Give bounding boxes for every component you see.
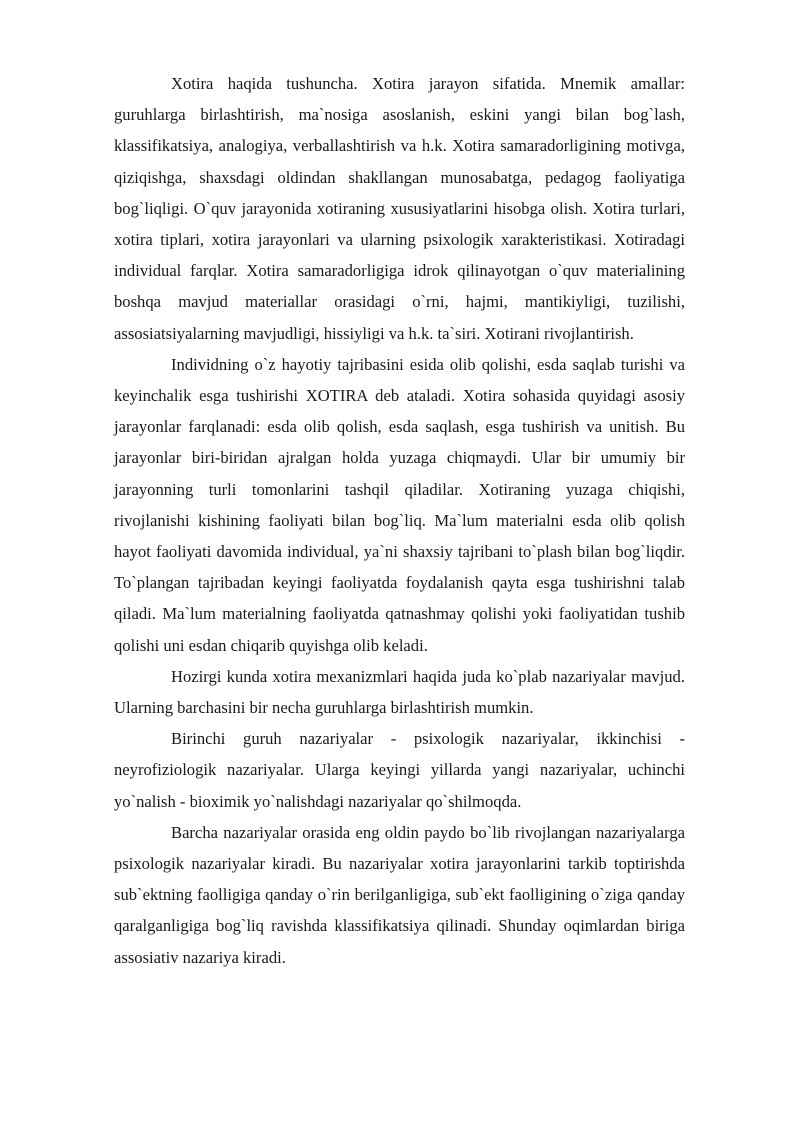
paragraph-memory-overview: Xotira haqida tushuncha. Xotira jarayon sifatida. Mnemik amallar: guruhlarga birlashtirish, ma`nosiga asoslanish, eskini yangi bilan bog`lash, klassifikatsiya, analogiya, verballashtirish va h.k. Xotira samaradorligining motivga, qiziqishga, shaxsdagi oldindan shakllangan munosabatga, pedagog faoliyatiga bog`liqligi. O`quv jarayonida xotiraning xususiyatlarini hisobga olish. Xotira turlari, xotira tiplari, xotira jarayonlari va ularning psixologik xarakteristikasi. Xotiradagi individual farqlar. Xotira samaradorligiga idrok qilinayotgan o`quv materialining boshqa mavjud materiallar orasidagi o`rni, hajmi, mantikiyligi, tuzilishi, assosiatsiyalarning mavjudligi, hissiyligi va h.k. ta`siri. Xotirani rivojlantirish. xyxy=(114,74,685,343)
paragraph-psychological-theories: Barcha nazariyalar orasida eng oldin paydo bo`lib rivojlangan nazariyalarga psixologik nazariyalar kiradi. Bu nazariyalar xotira jarayonlarini tarkib toptirishda sub`ektning faolligiga qanday o`rin berilganligiga, sub`ekt faolligining o`ziga qanday qaralganligiga bog`liq ravishda klassifikatsiya qilinadi. Shunday oqimlardan biriga assosiativ nazariya kiradi. xyxy=(114,822,685,967)
paragraph-memory-definition: Individning o`z hayotiy tajribasini esida olib qolishi, esda saqlab turishi va keyinchalik esga tushirishi XOTIRA deb ataladi. Xotira sohasida quyidagi asosiy jarayonlar farqlanadi: esda olib qolish, esda saqlash, esga tushirish va unitish. Bu jarayonlar biri-biridan ajralgan holda yuzaga chiqmaydi. Ular bir umumiy bir jarayonning turli tomonlarini tashqil qiladilar. Xotiraning yuzaga chiqishi, rivojlanishi kishining faoliyati bilan bog`liq. Ma`lum materialni esda olib qolish hayot faoliyati davomida individual, ya`ni shaxsiy tajribani to`plash bilan bog`liqdir. To`plangan tajribadan keyingi faoliyatda foydalanish qayta esga tushirishni talab qiladi. Ma`lum materialning faoliyatda qatnashmay qolishi yoki faoliyatidan tushib qolishi uni esdan chiqarib quyishga olib keladi. xyxy=(114,354,685,655)
paragraph-theory-groups: Birinchi guruh nazariyalar - psixologik nazariyalar, ikkinchisi - neyrofiziologik nazariyalar. Ularga keyingi yillarda yangi nazariyalar, uchinchi yo`nalish - bioximik yo`nalishdagi nazariyalar qo`shilmoqda. xyxy=(114,729,685,811)
document-page xyxy=(114,68,685,973)
paragraph-memory-theories-intro: Hozirgi kunda xotira mexanizmlari haqida juda ko`plab nazariyalar mavjud. Ularning barchasini bir necha guruhlarga birlashtirish mumkin. xyxy=(114,666,685,718)
